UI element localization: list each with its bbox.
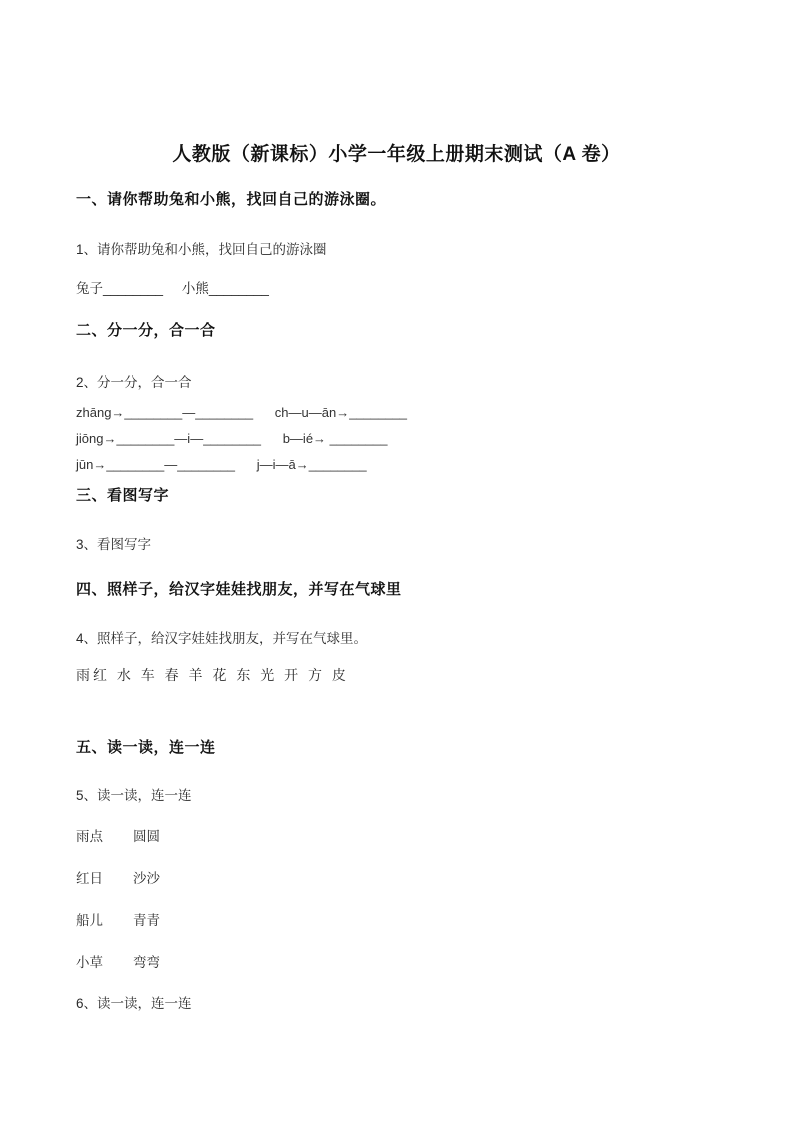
question-4-text: 4、照样子，给汉字娃娃找朋友，并写在气球里。 (76, 631, 368, 646)
pinyin-line-2: jiōng→________—i—________ b—ié→ ________ (76, 431, 388, 446)
question-1-answer-blanks: 兔子________ 小熊________ (76, 281, 269, 296)
match-pair-4-left: 小草 (76, 955, 103, 970)
match-pair-2-left: 红日 (76, 871, 103, 886)
match-pair-row-4 (76, 955, 160, 971)
question-5-text: 5、读一读，连一连 (76, 788, 192, 803)
pinyin-line-3: jūn→________—________ j—i—ā→________ (76, 457, 367, 472)
section-four-heading: 四、照样子，给汉字娃娃找朋友，并写在气球里 (76, 581, 402, 598)
match-pair-1-right: 圆圆 (133, 829, 160, 844)
pinyin-line-1: zhāng→________—________ ch—u—ān→________ (76, 405, 408, 420)
match-pair-row-2 (76, 871, 160, 887)
match-pair-2-right: 沙沙 (133, 871, 160, 886)
page-title: 人教版（新课标）小学一年级上册期末测试（A 卷） (172, 144, 621, 165)
character-bank: 雨红 水 车 春 羊 花 东 光 开 方 皮 (76, 667, 349, 683)
match-pair-1-left: 雨点 (76, 829, 103, 844)
question-2-text: 2、分一分，合一合 (76, 375, 192, 390)
section-one-heading: 一、请你帮助兔和小熊，找回自己的游泳圈。 (76, 191, 387, 208)
section-five-heading: 五、读一读，连一连 (76, 739, 216, 756)
match-pair-3-right: 青青 (133, 913, 160, 928)
match-pair-3-left: 船儿 (76, 913, 103, 928)
question-1-text: 1、请你帮助兔和小熊，找回自己的游泳圈 (76, 242, 327, 257)
section-two-heading: 二、分一分，合一合 (76, 322, 216, 339)
question-3-text: 3、看图写字 (76, 537, 152, 552)
match-pair-row-1 (76, 829, 160, 845)
question-6-text: 6、读一读，连一连 (76, 996, 192, 1011)
section-three-heading: 三、看图写字 (76, 487, 170, 504)
match-pair-4-right: 弯弯 (133, 955, 160, 970)
match-pair-row-3 (76, 913, 160, 929)
